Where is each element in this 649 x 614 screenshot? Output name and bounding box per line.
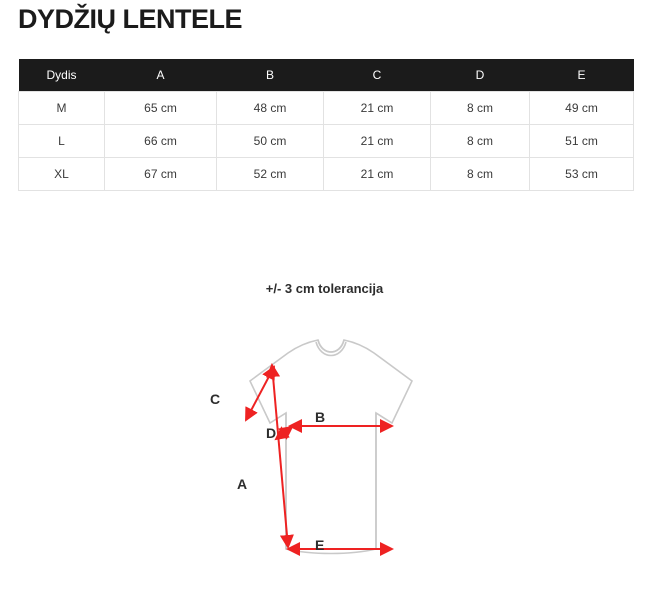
- table-cell: 48 cm: [217, 92, 324, 125]
- tshirt-measurement-diagram: [180, 315, 480, 605]
- table-cell: XL: [19, 158, 105, 191]
- table-cell: 8 cm: [431, 125, 530, 158]
- page-title: DYDŽIŲ LENTELE: [18, 4, 243, 34]
- table-header-cell: B: [217, 59, 324, 92]
- table-cell: 51 cm: [530, 125, 634, 158]
- measure-label-d: D: [266, 425, 277, 441]
- table-header-cell: D: [431, 59, 530, 92]
- table-cell: 52 cm: [217, 158, 324, 191]
- table-cell: M: [19, 92, 105, 125]
- table-cell: L: [19, 125, 105, 158]
- table-cell: 50 cm: [217, 125, 324, 158]
- table-header-cell: A: [105, 59, 217, 92]
- table-cell: 49 cm: [530, 92, 634, 125]
- size-table: [18, 59, 634, 191]
- table-cell: 21 cm: [324, 158, 431, 191]
- tshirt-svg: [180, 315, 480, 605]
- measure-label-b: B: [315, 409, 326, 425]
- table-cell: 21 cm: [324, 92, 431, 125]
- table-cell: 8 cm: [431, 158, 530, 191]
- measure-line-c: [246, 367, 274, 420]
- table-header-cell: E: [530, 59, 634, 92]
- measure-label-e: E: [315, 537, 325, 553]
- measure-label-a: A: [237, 476, 248, 492]
- table-cell: 65 cm: [105, 92, 217, 125]
- shirt-outline: [250, 340, 412, 554]
- table-row: [19, 158, 634, 191]
- table-cell: 66 cm: [105, 125, 217, 158]
- table-cell: 53 cm: [530, 158, 634, 191]
- table-row: [19, 125, 634, 158]
- tolerance-note: +/- 3 cm tolerancija: [265, 281, 384, 296]
- measure-label-c: C: [210, 391, 221, 407]
- table-row: [19, 92, 634, 125]
- table-cell: 21 cm: [324, 125, 431, 158]
- table-cell: 67 cm: [105, 158, 217, 191]
- table-cell: 8 cm: [431, 92, 530, 125]
- table-header-row: [19, 59, 634, 92]
- table-header-cell: Dydis: [19, 59, 105, 92]
- table-header-cell: C: [324, 59, 431, 92]
